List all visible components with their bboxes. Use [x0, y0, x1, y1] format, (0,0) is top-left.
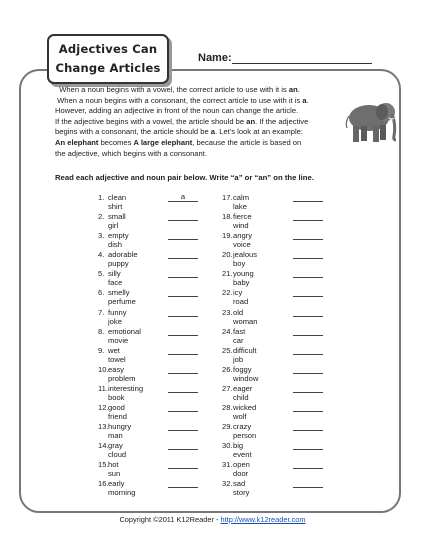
- adjective-noun-pair: funny joke: [108, 307, 127, 326]
- item-number: 1.: [98, 193, 105, 202]
- adjective-noun-pair: good friend: [108, 403, 127, 422]
- adjective-noun-pair: angry voice: [233, 231, 252, 250]
- item-number: 3.: [98, 231, 105, 241]
- answer-blank[interactable]: [168, 364, 198, 374]
- intro-line: An elephant becomes A large elephant, because the article is based on: [55, 137, 302, 147]
- worksheet-title: [47, 34, 169, 84]
- answer-blank[interactable]: [293, 230, 323, 240]
- answer-blank[interactable]: [293, 211, 323, 221]
- answer-blank[interactable]: [293, 383, 323, 393]
- answer-blank[interactable]: [293, 192, 323, 202]
- answer-blank[interactable]: [168, 345, 198, 355]
- answer-blank[interactable]: [168, 268, 198, 278]
- adjective-noun-pair: clean shirt: [108, 193, 127, 211]
- adjective-noun-pair: adorable puppy: [108, 250, 138, 269]
- adjective-noun-pair: young baby: [233, 269, 254, 288]
- answer-blank[interactable]: [168, 326, 198, 336]
- website-link[interactable]: http://www.k12reader.com: [220, 515, 306, 524]
- intro-line: the adjective, which begins with a consonant.: [55, 148, 207, 158]
- item-number: 16.: [98, 479, 109, 489]
- item-number: 12.: [98, 403, 109, 413]
- answer-blank[interactable]: [168, 211, 198, 221]
- answer-blank[interactable]: [168, 459, 198, 469]
- answer-blank[interactable]: [293, 402, 323, 412]
- item-number: 22.: [222, 288, 233, 298]
- item-number: 2.: [98, 212, 105, 222]
- item-number: 18.: [222, 212, 233, 222]
- answer-blank[interactable]: [168, 421, 198, 431]
- adjective-noun-pair: early morning: [108, 479, 136, 498]
- answer-blank[interactable]: a: [168, 192, 198, 202]
- title-line-2: Change Articles: [55, 61, 161, 75]
- adjective-noun-pair: empty dish: [108, 231, 129, 250]
- answer-blank[interactable]: [293, 459, 323, 469]
- adjective-noun-pair: gray cloud: [108, 441, 127, 460]
- adjective-noun-pair: sad story: [233, 479, 250, 498]
- intro-line: When a noun begins with a vowel, the correct article to use with it is an.: [55, 85, 300, 94]
- adjective-noun-pair: emotional movie: [108, 326, 141, 345]
- answer-blank[interactable]: [293, 249, 323, 259]
- item-number: 24.: [222, 326, 233, 336]
- adjective-noun-pair: fierce wind: [233, 212, 252, 231]
- name-label: Name:: [198, 52, 232, 64]
- adjective-noun-pair: difficult job: [233, 345, 257, 364]
- answer-blank[interactable]: [293, 421, 323, 431]
- answer-blank[interactable]: [293, 440, 323, 450]
- item-number: 10.: [98, 364, 109, 374]
- item-number: 14.: [98, 441, 109, 451]
- footer: [0, 515, 425, 524]
- adjective-noun-pair: interesting book: [108, 383, 144, 402]
- answer-blank[interactable]: [168, 478, 198, 488]
- item-number: 27.: [222, 383, 233, 393]
- copyright-text: Copyright ©2011 K12Reader -: [119, 515, 221, 524]
- answer-blank[interactable]: [168, 307, 198, 317]
- adjective-noun-pair: smelly perfume: [108, 288, 136, 307]
- adjective-noun-pair: fast car: [233, 326, 246, 345]
- adjective-noun-pair: jealous boy: [233, 250, 258, 269]
- answer-blank[interactable]: [293, 478, 323, 488]
- adjective-noun-pair: hot sun: [108, 460, 121, 479]
- intro-line: begins with a consonant, the article should be a. Let's look at an example:: [55, 127, 304, 137]
- answer-blank[interactable]: [293, 287, 323, 297]
- answer-blank[interactable]: [293, 326, 323, 336]
- adjective-noun-pair: calm lake: [233, 193, 250, 211]
- item-number: 9.: [98, 345, 105, 355]
- intro-line: However, adding an adjective in front of the noun can change the article.: [55, 106, 299, 116]
- answer-blank[interactable]: [168, 287, 198, 297]
- answer-blank[interactable]: [293, 345, 323, 355]
- answer-blank[interactable]: [293, 268, 323, 278]
- item-number: 6.: [98, 288, 105, 298]
- intro-line: When a noun begins with a consonant, the correct article to use with it is a.: [55, 95, 309, 105]
- instructions: Read each adjective and noun pair below. Write “a” or “an” on the line.: [55, 173, 314, 182]
- answer-blank[interactable]: [168, 440, 198, 450]
- item-number: 17.: [222, 193, 233, 202]
- item-number: 11.: [98, 383, 108, 393]
- adjective-noun-pair: big event: [233, 441, 252, 460]
- adjective-noun-pair: small girl: [108, 212, 126, 231]
- adjective-noun-pair: crazy person: [233, 422, 257, 441]
- item-number: 21.: [222, 269, 233, 279]
- adjective-noun-pair: silly face: [108, 269, 123, 288]
- item-number: 13.: [98, 422, 109, 432]
- item-number: 8.: [98, 326, 105, 336]
- adjective-noun-pair: icy road: [233, 288, 249, 307]
- intro-line: If the adjective begins with a vowel, the article should be an. If the adjective: [55, 116, 309, 126]
- item-number: 28.: [222, 403, 233, 413]
- item-number: 26.: [222, 364, 233, 374]
- item-number: 29.: [222, 422, 233, 432]
- item-number: 19.: [222, 231, 233, 241]
- adjective-noun-pair: wet towel: [108, 345, 126, 364]
- answer-blank[interactable]: [293, 307, 323, 317]
- item-number: 5.: [98, 269, 105, 279]
- title-line-1: Adjectives Can: [58, 42, 158, 56]
- adjective-noun-pair: easy problem: [108, 364, 136, 383]
- intro-paragraph: [55, 85, 355, 159]
- answer-blank[interactable]: [168, 230, 198, 240]
- name-field[interactable]: [232, 63, 372, 64]
- adjective-noun-pair: wicked wolf: [233, 403, 257, 422]
- adjective-noun-pair: hungry man: [108, 422, 132, 441]
- adjective-noun-pair: eager child: [233, 383, 253, 402]
- item-number: 30.: [222, 441, 233, 451]
- item-number: 32.: [222, 479, 233, 489]
- item-number: 15.: [98, 460, 109, 470]
- elephant-image: [339, 94, 399, 146]
- adjective-noun-pair: foggy window: [233, 364, 259, 383]
- item-number: 25.: [222, 345, 233, 355]
- adjective-noun-pair: old woman: [233, 307, 258, 326]
- adjective-noun-pair: open door: [233, 460, 250, 479]
- item-number: 31.: [222, 460, 233, 470]
- answer-blank[interactable]: [168, 383, 198, 393]
- item-number: 20.: [222, 250, 233, 260]
- item-number: 4.: [98, 250, 105, 260]
- answer-blank[interactable]: [293, 364, 323, 374]
- answer-blank[interactable]: [168, 402, 198, 412]
- answer-blank[interactable]: [168, 249, 198, 259]
- item-number: 7.: [98, 307, 105, 317]
- item-number: 23.: [222, 307, 233, 317]
